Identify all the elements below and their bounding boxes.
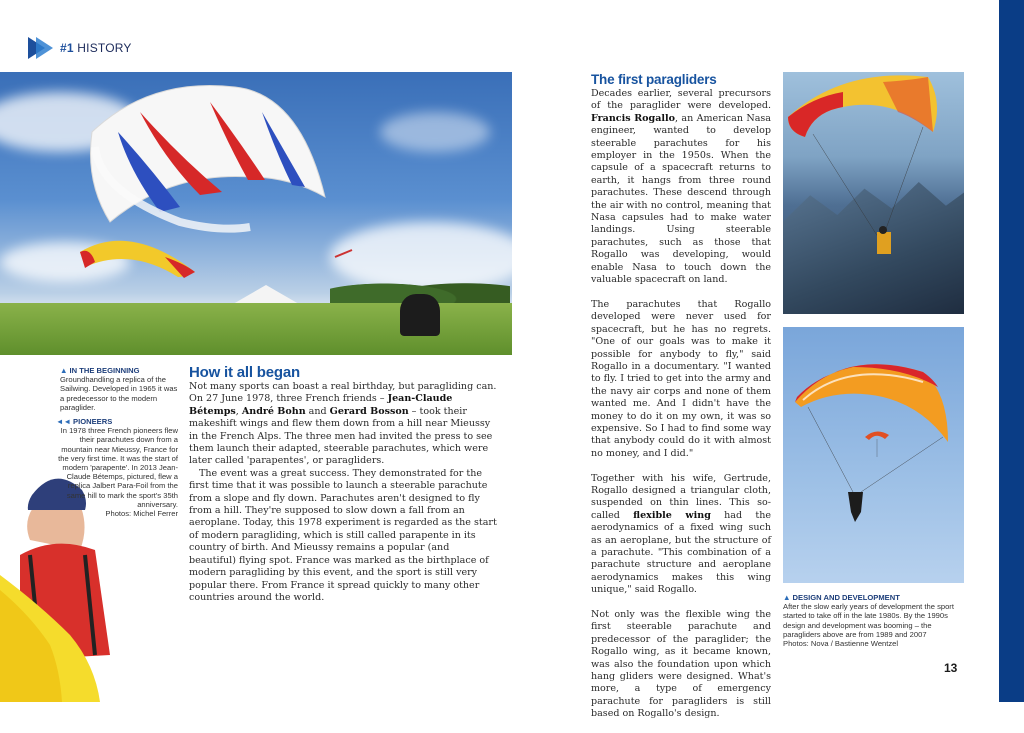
- triangle-up-icon: ▲: [783, 593, 791, 602]
- paragraph: Not only was the flexible wing the first steerable parachute and predecessor of the paraglider; the Rogallo wing, as it became known, was also the foundation upon which hang gliders were designed. What's more, a type of emergency parachute for paragliders is still based on Rogallo's design.: [591, 609, 771, 720]
- page-number: 13: [944, 661, 958, 675]
- section-label: [60, 41, 132, 55]
- photo-paraglider-mountains-1989: [783, 72, 964, 314]
- double-arrow-left-icon: ◄◄: [56, 417, 72, 426]
- caption-title: ▲ DESIGN AND DEVELOPMENT: [783, 593, 900, 602]
- section-header: [28, 36, 132, 60]
- paraglider-orange-red: [783, 327, 964, 583]
- section-title: HISTORY: [77, 41, 132, 55]
- caption-title: ▲ IN THE BEGINNING: [60, 366, 140, 375]
- paragraph: Decades earlier, several precursors of the paraglider were developed. Francis Rogallo, an American Nasa engineer, wanted to develop steerable parachutes for his employer in the 1950s. When the capsule of a spacecraft returns to earth, it hangs from three round parachutes. These descend through the air with no control, meaning that Nasa capsules had to make water landings. Using steerable parachutes, such as those that Rogallo was developing, would enable Nasa to touch down the valuable spacecraft on land.: [591, 88, 771, 286]
- paraglider-red-yellow: [783, 72, 964, 314]
- photo-groundhandling-sailwing: [0, 72, 512, 355]
- paragraph: Not many sports can boast a real birthday, but paragliding can. On 27 June 1978, three French friends – Jean-Claude Bétemps, André Bohn and Gerard Bosson – took their makeshift wings and flew them down from a hill near Mieussy in the French Alps. The three men had invited the press to see them launch their adapted, steerable parachutes, which were later called 'parapentes', or paragliders.: [189, 381, 497, 467]
- person-silhouette: [400, 294, 440, 336]
- edge-color-bar: [999, 0, 1024, 702]
- play-arrow-icon: [28, 37, 54, 59]
- photo-paragliders-sky-2007: [783, 327, 964, 583]
- caption-credit: Photos: Michel Ferrer: [105, 509, 178, 519]
- caption-design-development: [783, 593, 968, 648]
- paragraph: The event was a great success. They demonstrated for the first time that it was possible to launch a steerable parachute from a slope and fly down. Parachutes aren't designed to fly from a hill. They're supposed to slow down a fall from an aeroplane. Today, this 1978 experiment is regarded as the start of modern paragliding, which is still called parapente in its country of birth. And Mieussy remains a popular (and beautiful) flying spot. France was marked as the birthplace of modern paragliding by this event, and the sport is still very popular there. From France it spread quickly to many other countries around the world.: [189, 467, 497, 603]
- section-number: #1: [60, 41, 74, 55]
- side-article-column: [591, 88, 771, 733]
- heading-how-it-all-began: How it all began: [189, 364, 300, 381]
- caption-title: ◄◄ PIONEERS: [56, 417, 113, 426]
- caption-text: Groundhandling a replica of the Sailwing. Developed in 1965 it was a predecessor to the modern paraglider.: [60, 375, 178, 412]
- caption-text: In 1978 three French pioneers flew their parachutes down from a mountain near Mieussy, France for the very first time. It was the start of modern 'parapente'. In 2013 Jean-Claude Bétemps, pictured, flew a replica Jalbert Para-Foil from the same hill to mark the sport's 35th anniversary.: [58, 426, 178, 509]
- caption-text: After the slow early years of development the sport started to take off in the late 1980s. By the 1990s design and development was booming – the paragliders above are from 1989 and 2007: [783, 602, 954, 639]
- caption-pioneers: [56, 417, 178, 518]
- caption-in-the-beginning: [60, 366, 178, 412]
- caption-credit: Photos: Nova / Bastienne Wentzel: [783, 639, 899, 649]
- paragraph: Together with his wife, Gertrude, Rogallo designed a triangular cloth, suspended on thin lines. This so-called flexible wing had the aerodynamics of a fixed wing such as an aeroplane, but the structure of a parachute. "This combination of a parachute structure and aeroplane aerodynamics makes this wing unique," said Rogallo.: [591, 472, 771, 596]
- heading-first-paragliders: The first paragliders: [591, 72, 717, 87]
- paragraph: The parachutes that Rogallo developed were never used for spacecraft, but he has no regrets. "One of our goals was to make it possible for anybody to fly," said Rogallo in a documentary. "I wanted to fly. I tried to get into the army and the navy air corps and none of them wanted me. And I didn't have the money to do it on my own, it was so expensive. So I had to find some way that anybody could do it with almost no money, and I did.": [591, 298, 771, 459]
- main-article-column: [189, 381, 499, 604]
- triangle-up-icon: ▲: [60, 366, 68, 375]
